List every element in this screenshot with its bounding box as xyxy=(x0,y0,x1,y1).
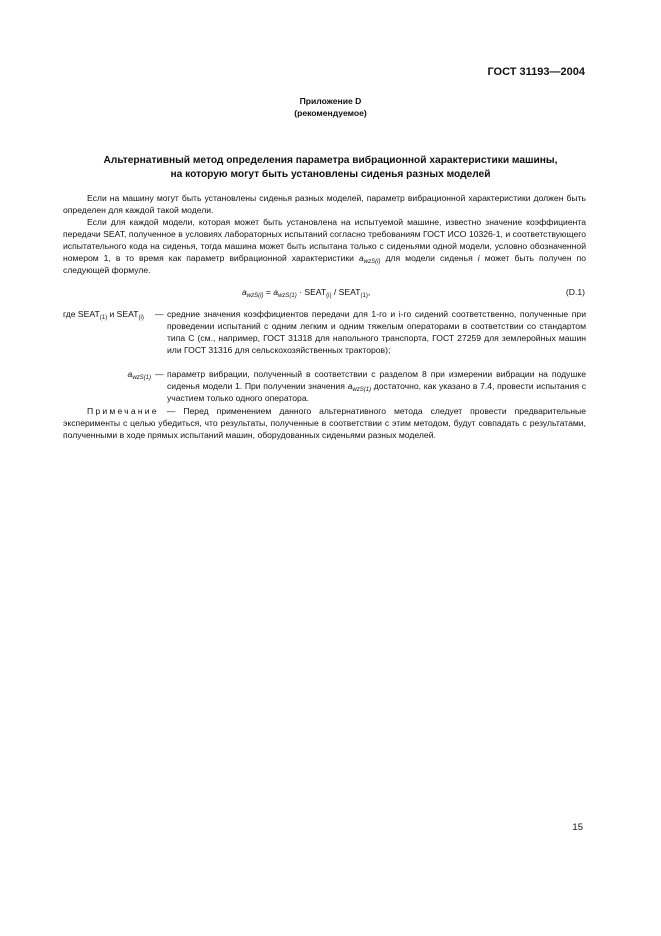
formula-seat1-sub: (1) xyxy=(360,293,368,299)
definition-term xyxy=(63,368,151,380)
formula-eq: = xyxy=(263,287,274,297)
note xyxy=(63,405,586,441)
paragraph-2-text: Если для каждой модели, которая может быть установлена на испытуемой машине, известно значение коэффициента передачи SEAT, полученное в условиях лабораторных испытаний согласно требованиям ГОСТ ИСО 10326-1, и соответствующего испытательного кода на сиденья, тогда машина может быть испытана только с сиденьями одной модели, условно обозначенной номером 1, в то время как параметр вибрационной характеристики xyxy=(63,217,586,263)
definition-awz xyxy=(63,368,586,408)
annex-status: (рекомендуемое) xyxy=(294,108,367,118)
index-symbol: i xyxy=(477,253,480,263)
symbol-subscript: wzS(i) xyxy=(363,259,381,265)
heading-line-2: на которую могут быть установлены сиденья разных моделей xyxy=(170,169,491,180)
paragraph-2-end: может быть получен по следующей формуле. xyxy=(63,253,587,275)
inline-subscript: wzS(1) xyxy=(352,387,372,393)
definition-text-2: достаточно, как указано в 7.4, провести испытания с участием только одного оператора. xyxy=(167,381,587,403)
page-number: 15 xyxy=(572,822,583,833)
formula-seat-i-sub: (i) xyxy=(326,293,332,299)
paragraph-2 xyxy=(63,216,586,276)
definition-text xyxy=(167,368,586,404)
definition-seat xyxy=(63,308,586,372)
formula-number: (D.1) xyxy=(565,287,585,297)
definition-dash: — xyxy=(155,369,164,379)
definition-text-1: параметр вибрации, полученный в соответствии с разделом 8 при измерении вибрации на подушке сиденья модели 1. При получении значения xyxy=(167,369,586,391)
term-and: и SEAT xyxy=(107,309,139,319)
formula-a: a xyxy=(273,287,279,297)
note-label: Примечание xyxy=(87,406,159,416)
term-sub-i: (i) xyxy=(138,315,144,321)
term-where: где SEAT xyxy=(63,309,100,319)
definition-text: средние значения коэффициентов передачи для 1-го и i-го сидений соответственно, полученные при проведении испытаний с одним легким и одним тяжелым операторами в соответствии со стандартом типа С (см., например, ГОСТ 31318 для напольного транспорта, ГОСТ 27259 для землеройных машин или ГОСТ 31316 для сельскохозяйственных тракторов); xyxy=(167,309,586,355)
standard-number: ГОСТ 31193—2004 xyxy=(487,66,585,78)
formula-seat: · SEAT xyxy=(296,287,327,297)
annex-title: Приложение D xyxy=(299,96,362,106)
paragraph-1: Если на машину могут быть установлены сиденья разных моделей, параметр вибрационной характеристики должен быть определен для каждой такой модели. xyxy=(63,193,586,215)
formula-comma: , xyxy=(367,287,371,297)
term-subscript: wzS(1) xyxy=(132,375,151,381)
symbol: a xyxy=(359,253,364,263)
definition-term xyxy=(63,308,153,320)
definition-dash: — xyxy=(155,309,164,319)
term-symbol: a xyxy=(127,369,133,379)
formula xyxy=(242,286,370,298)
inline-symbol: a xyxy=(347,381,353,391)
formula-lhs: a xyxy=(242,287,247,297)
note-text: — Перед применением данного альтернативного метода следует провести предварительные эксперименты с целью убедиться, что результаты, полученные в соответствии с этим методом, будут совпадать с результатами, полученными в ходе прямых испытаний машин, оборудованных сиденьями разных моделей. xyxy=(63,406,587,440)
formula-a-sub: wzS(1) xyxy=(278,293,297,299)
annex-heading xyxy=(40,154,621,182)
paragraph-2-tail: для модели сиденья xyxy=(385,253,473,263)
heading-line-1: Альтернативный метод определения параметра вибрационной характеристики машины, xyxy=(103,155,558,166)
formula-lhs-sub: wzS(i) xyxy=(246,293,264,299)
term-sub-1: (1) xyxy=(99,315,108,321)
formula-seat1: / SEAT xyxy=(331,287,361,297)
